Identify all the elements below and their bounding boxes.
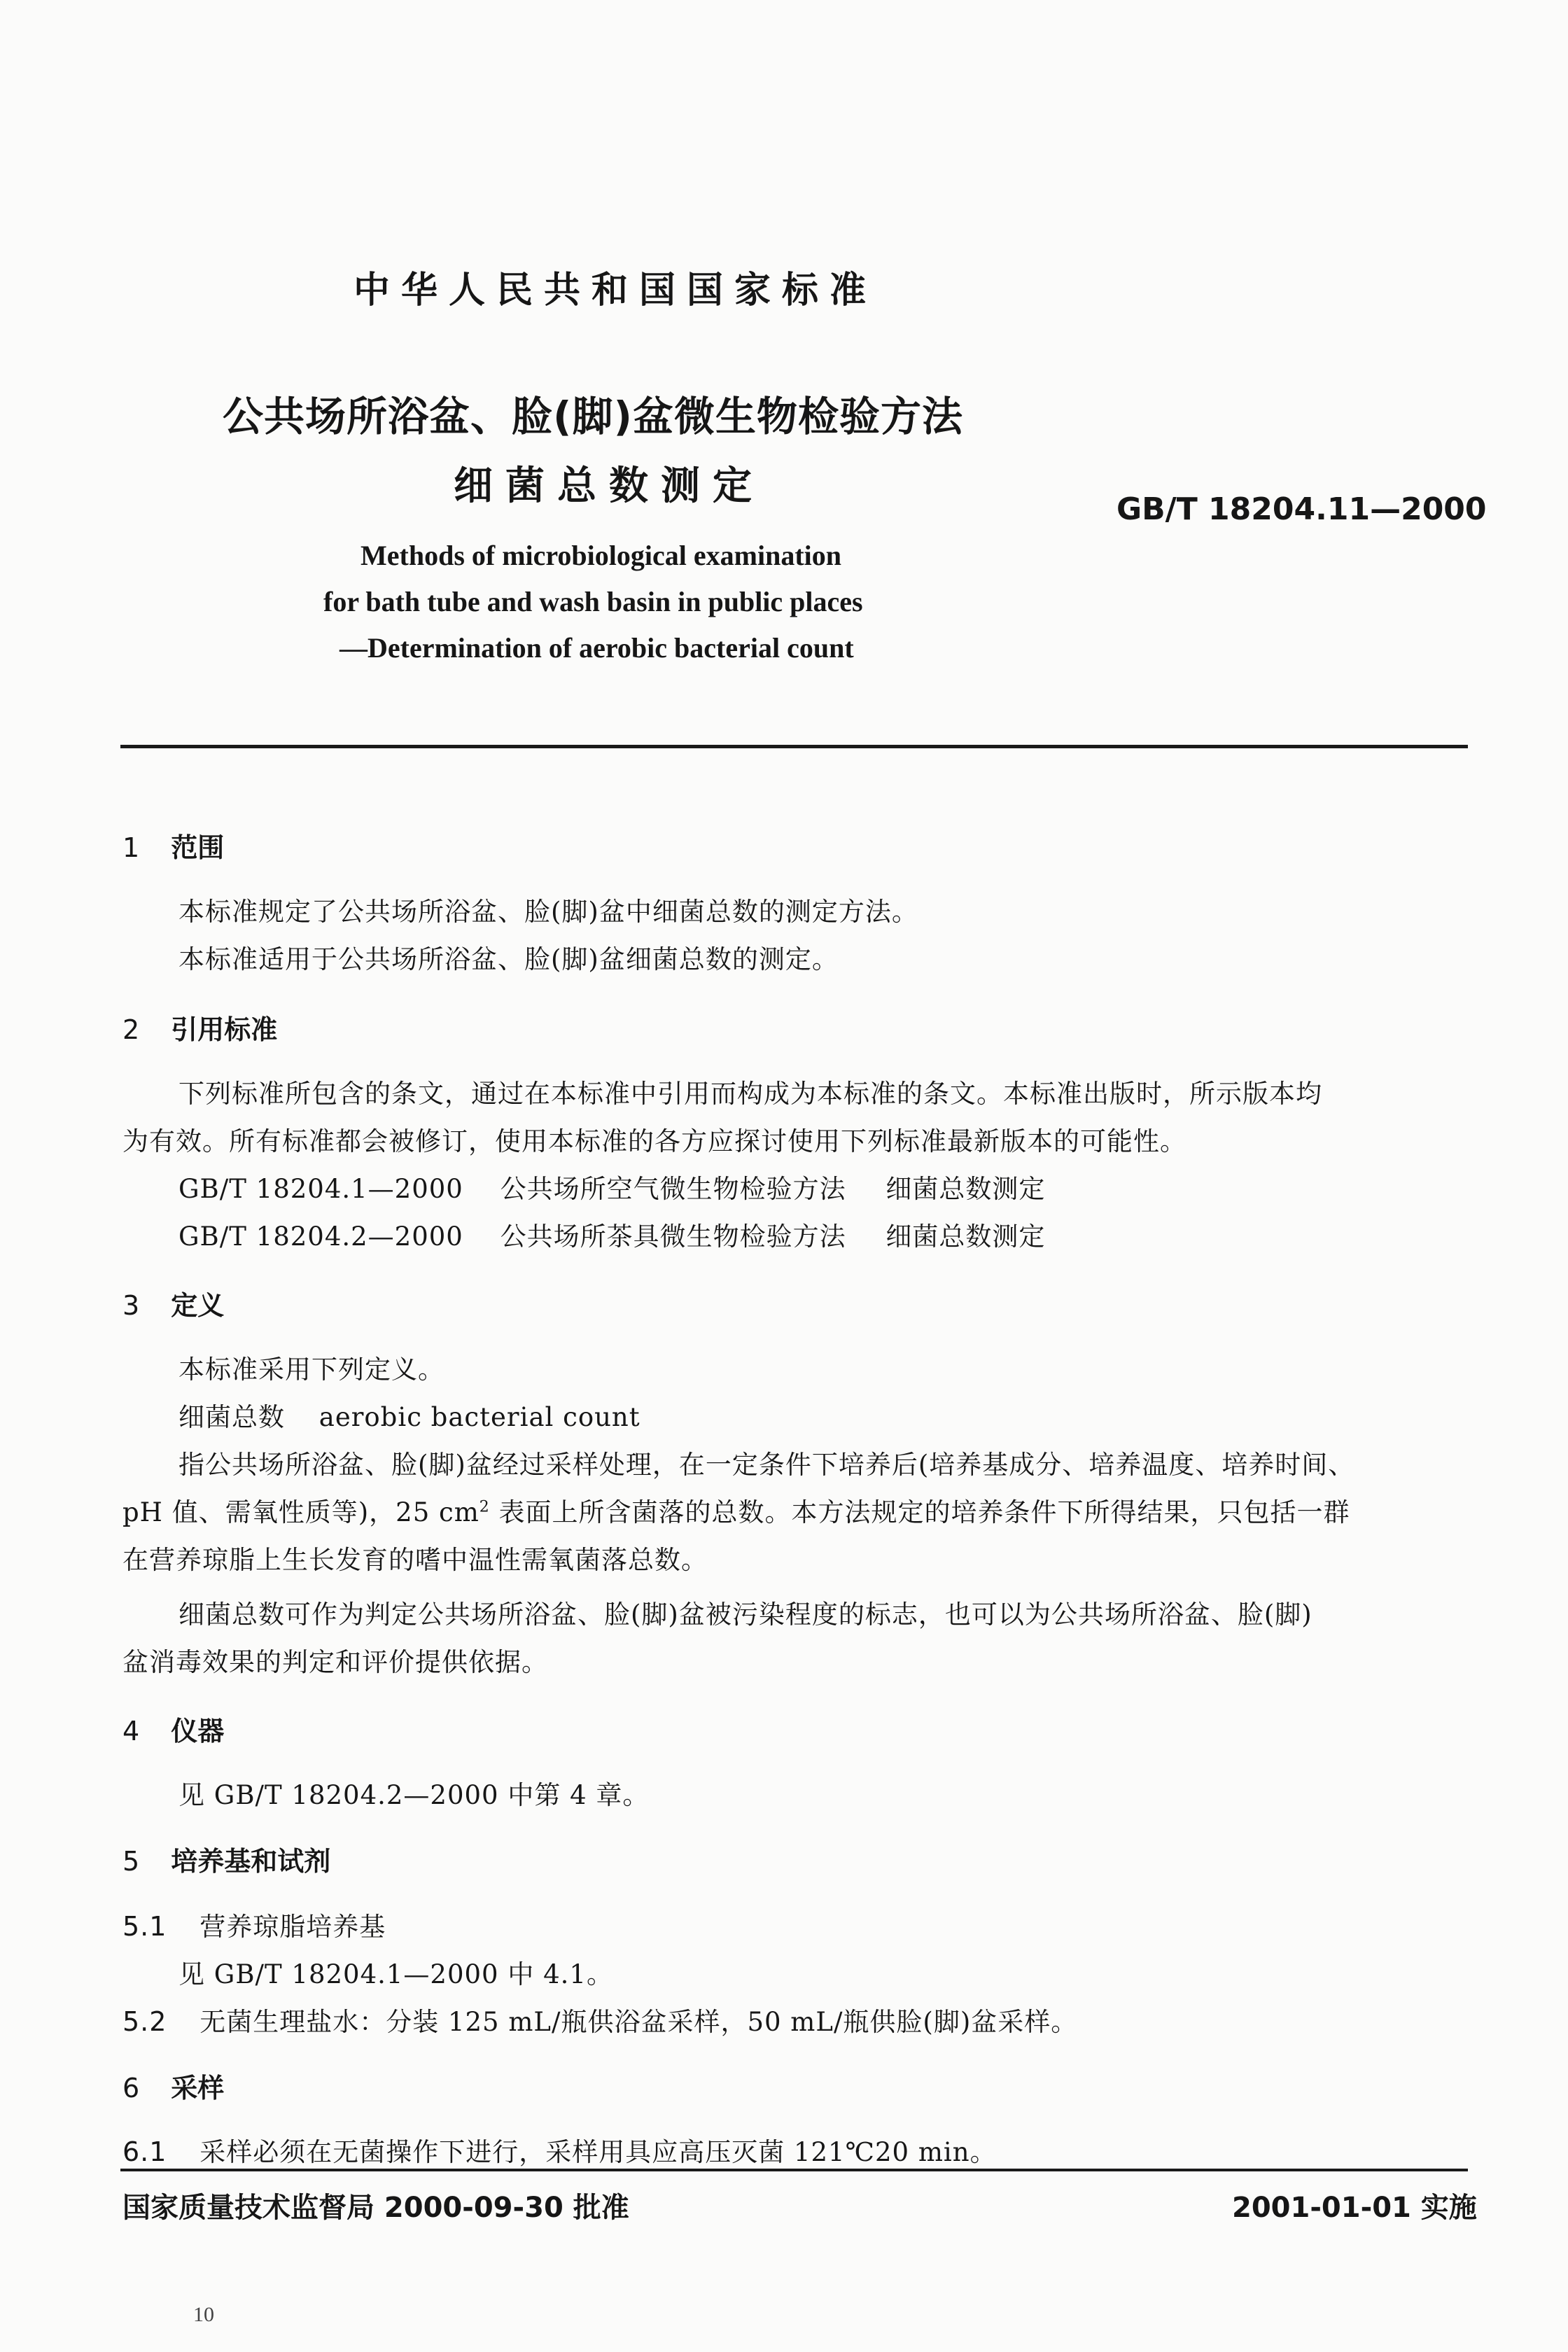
section-title: 培养基和试剂 <box>171 1846 331 1877</box>
approval-statement: 国家质量技术监督局 2000-09-30 批准 <box>122 2192 629 2224</box>
section-number: 4 <box>122 1716 140 1746</box>
definition-text: 指公共场所浴盆、脸(脚)盆经过采样处理，在一定条件下培养后(培养基成分、培养温度、培养时间、 <box>178 1450 1355 1480</box>
definition-text <box>122 1491 1350 1529</box>
reference-code: GB/T 18204.2—2000 <box>178 1222 463 1252</box>
section-title: 定义 <box>171 1290 225 1321</box>
subsection-5-2 <box>122 2001 1077 2038</box>
reference-name: 公共场所茶具微生物检验方法 <box>500 1222 846 1252</box>
section-title: 范围 <box>171 832 225 863</box>
section-1-paragraph: 本标准规定了公共场所浴盆、脸(脚)盆中细菌总数的测定方法。 <box>178 897 918 927</box>
country-standard-title: 中华人民共和国国家标准 <box>354 270 878 312</box>
footer-divider <box>120 2169 1468 2171</box>
subsection-number: 6.1 <box>122 2136 167 2167</box>
section-number: 3 <box>122 1290 140 1321</box>
section-2-paragraph: 为有效。所有标准都会被修订，使用本标准的各方应探讨使用下列标准最新版本的可能性。 <box>122 1126 1186 1156</box>
subsection-6-1 <box>122 2131 997 2169</box>
definition-text-part: pH 值、需氧性质等)，25 cm <box>122 1497 479 1527</box>
subsection-5-1-text: 见 GB/T 18204.1—2000 中 4.1。 <box>178 1959 613 1989</box>
section-title: 仪器 <box>171 1716 225 1746</box>
section-1-paragraph: 本标准适用于公共场所浴盆、脸(脚)盆细菌总数的测定。 <box>178 944 839 974</box>
section-3-paragraph: 细菌总数可作为判定公共场所浴盆、脸(脚)盆被污染程度的标志，也可以为公共场所浴盆、脸(脚) <box>178 1600 1312 1630</box>
reference-subtitle: 细菌总数测定 <box>886 1222 1046 1252</box>
reference-standard-row <box>178 1215 1045 1253</box>
section-title: 引用标准 <box>171 1014 278 1045</box>
term-english: aerobic bacterial count <box>318 1402 640 1432</box>
term-chinese: 细菌总数 <box>178 1402 285 1432</box>
section-2-paragraph: 下列标准所包含的条文，通过在本标准中引用而构成为本标准的条文。本标准出版时，所示版本均 <box>178 1079 1322 1109</box>
section-5-heading <box>122 1840 330 1878</box>
subsection-number: 5.1 <box>122 1911 167 1942</box>
reference-standard-row <box>178 1168 1045 1205</box>
definition-term <box>178 1396 640 1434</box>
reference-subtitle: 细菌总数测定 <box>886 1174 1046 1204</box>
subsection-text: 无菌生理盐水：分装 125 mL/瓶供浴盆采样，50 mL/瓶供脸(脚)盆采样。 <box>200 2007 1078 2037</box>
document-title-en-line2: for bath tube and wash basin in public places <box>323 586 863 617</box>
subsection-text: 采样必须在无菌操作下进行，采样用具应高压灭菌 121℃20 min。 <box>200 2137 997 2167</box>
document-subtitle-cn: 细菌总数测定 <box>454 463 764 509</box>
section-number: 6 <box>122 2073 140 2104</box>
section-number: 1 <box>122 832 140 863</box>
section-3-heading <box>122 1284 224 1322</box>
section-6-heading <box>122 2066 224 2105</box>
definition-text-part: 表面上所含菌落的总数。本方法规定的培养条件下所得结果，只包括一群 <box>489 1497 1350 1527</box>
subsection-number: 5.2 <box>122 2006 167 2037</box>
document-title-en-line1: Methods of microbiological examination <box>360 540 841 571</box>
implementation-date: 2001-01-01 实施 <box>1232 2192 1477 2224</box>
definition-text: 在营养琼脂上生长发育的嗜中温性需氧菌落总数。 <box>122 1545 708 1575</box>
section-1-heading <box>122 826 224 864</box>
subsection-title: 营养琼脂培养基 <box>200 1912 386 1942</box>
section-number: 2 <box>122 1014 140 1045</box>
reference-code: GB/T 18204.1—2000 <box>178 1174 463 1204</box>
subsection-5-1 <box>122 1905 386 1943</box>
document-title-en-line3: —Determination of aerobic bacterial count <box>340 632 854 664</box>
section-3-paragraph: 盆消毒效果的判定和评价提供依据。 <box>122 1647 548 1677</box>
header-divider <box>120 745 1468 748</box>
section-4-heading <box>122 1709 224 1748</box>
standard-number: GB/T 18204.11—2000 <box>1116 491 1487 527</box>
section-2-heading <box>122 1008 277 1046</box>
section-3-paragraph: 本标准采用下列定义。 <box>178 1354 444 1385</box>
reference-name: 公共场所空气微生物检验方法 <box>500 1174 846 1204</box>
section-title: 采样 <box>171 2073 225 2104</box>
superscript: 2 <box>479 1498 490 1516</box>
section-number: 5 <box>122 1846 140 1877</box>
document-title-cn: 公共场所浴盆、脸(脚)盆微生物检验方法 <box>223 393 964 440</box>
section-4-paragraph: 见 GB/T 18204.2—2000 中第 4 章。 <box>178 1780 650 1810</box>
page-number: 10 <box>193 2303 214 2326</box>
